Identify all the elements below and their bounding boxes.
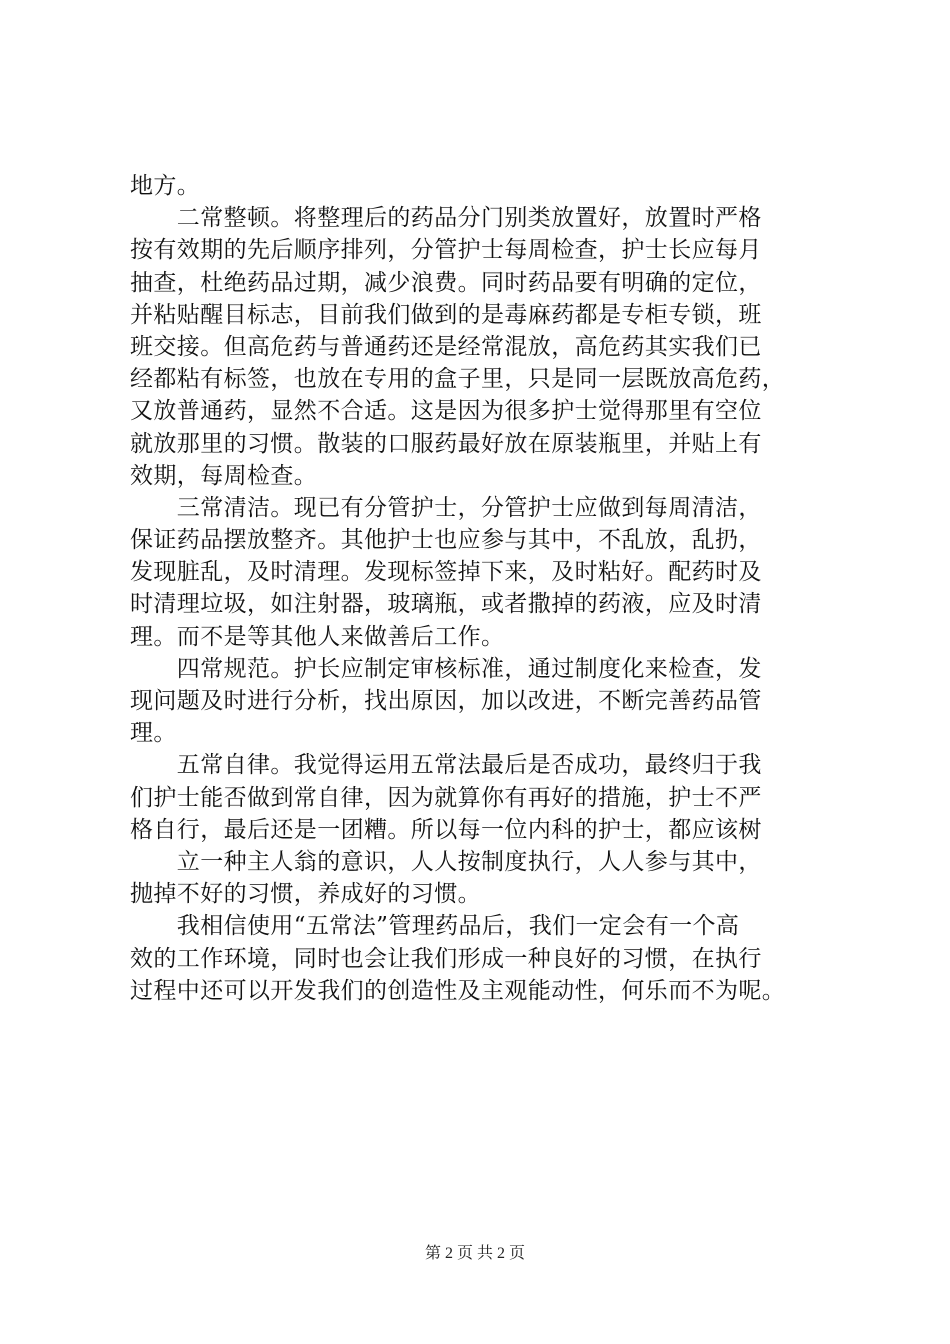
text-line: 们护士能否做到常自律，因为就算你有再好的措施，护士不严 [130, 784, 762, 811]
text-line: 就放那里的习惯。散装的口服药最好放在原装瓶里，并贴上有 [130, 430, 762, 457]
text-line: 现问题及时进行分析，找出原因，加以改进，不断完善药品管 [130, 688, 762, 714]
text-line: 立一种主人翁的意识，人人按制度执行，人人参与其中， [130, 848, 762, 875]
text-line: 理。 [130, 720, 177, 747]
text-line: 四常规范。护长应制定审核标准，通过制度化来检查，发 [130, 655, 762, 682]
text-line: 抛掉不好的习惯，养成好的习惯。 [130, 881, 481, 908]
text-line: 保证药品摆放整齐。其他护士也应参与其中，不乱放，乱扔， [130, 527, 762, 554]
text-line: 五常自律。我觉得运用五常法最后是否成功，最终归于我 [130, 752, 762, 779]
text-line: 过程中还可以开发我们的创造性及主观能动性，何乐而不为呢。 [130, 977, 786, 1004]
text-line: 三常清洁。现已有分管护士，分管护士应做到每周清洁， [130, 494, 762, 521]
text-line: 并粘贴醒目标志，目前我们做到的是毒麻药都是专柜专锁，班 [130, 301, 762, 328]
document-body [130, 170, 860, 1007]
text-line: 格自行，最后还是一团糟。所以每一位内科的护士，都应该树 [130, 816, 762, 843]
page-number-footer: 第 2 页 共 2 页 [424, 1245, 525, 1262]
text-line: 经都粘有标签，也放在专用的盒子里，只是同一层既放高危药， [130, 366, 786, 393]
text-line: 效的工作环境，同时也会让我们形成一种良好的习惯，在执行 [130, 945, 762, 972]
text-line: 班交接。但高危药与普通药还是经常混放，高危药其实我们已 [130, 333, 762, 360]
text-line: 发现脏乱，及时清理。发现标签掉下来，及时粘好。配药时及 [130, 559, 762, 586]
text-line: 按有效期的先后顺序排列，分管护士每周检查，护士长应每月 [130, 237, 762, 264]
text-line: 抽查，杜绝药品过期，减少浪费。同时药品要有明确的定位， [130, 269, 762, 296]
text-line: 时清理垃圾，如注射器，玻璃瓶，或者撒掉的药液，应及时清 [130, 591, 762, 618]
text-line: 地方。 [130, 173, 201, 199]
text-line: 理。而不是等其他人来做善后工作。 [130, 623, 505, 650]
text-line: 我相信使用“五常法”管理药品后，我们一定会有一个高 [130, 913, 740, 940]
text-line: 二常整顿。将整理后的药品分门别类放置好，放置时严格 [130, 205, 762, 232]
text-line: 又放普通药，显然不合适。这是因为很多护士觉得那里有空位 [130, 398, 762, 425]
text-line: 效期，每周检查。 [130, 462, 318, 489]
